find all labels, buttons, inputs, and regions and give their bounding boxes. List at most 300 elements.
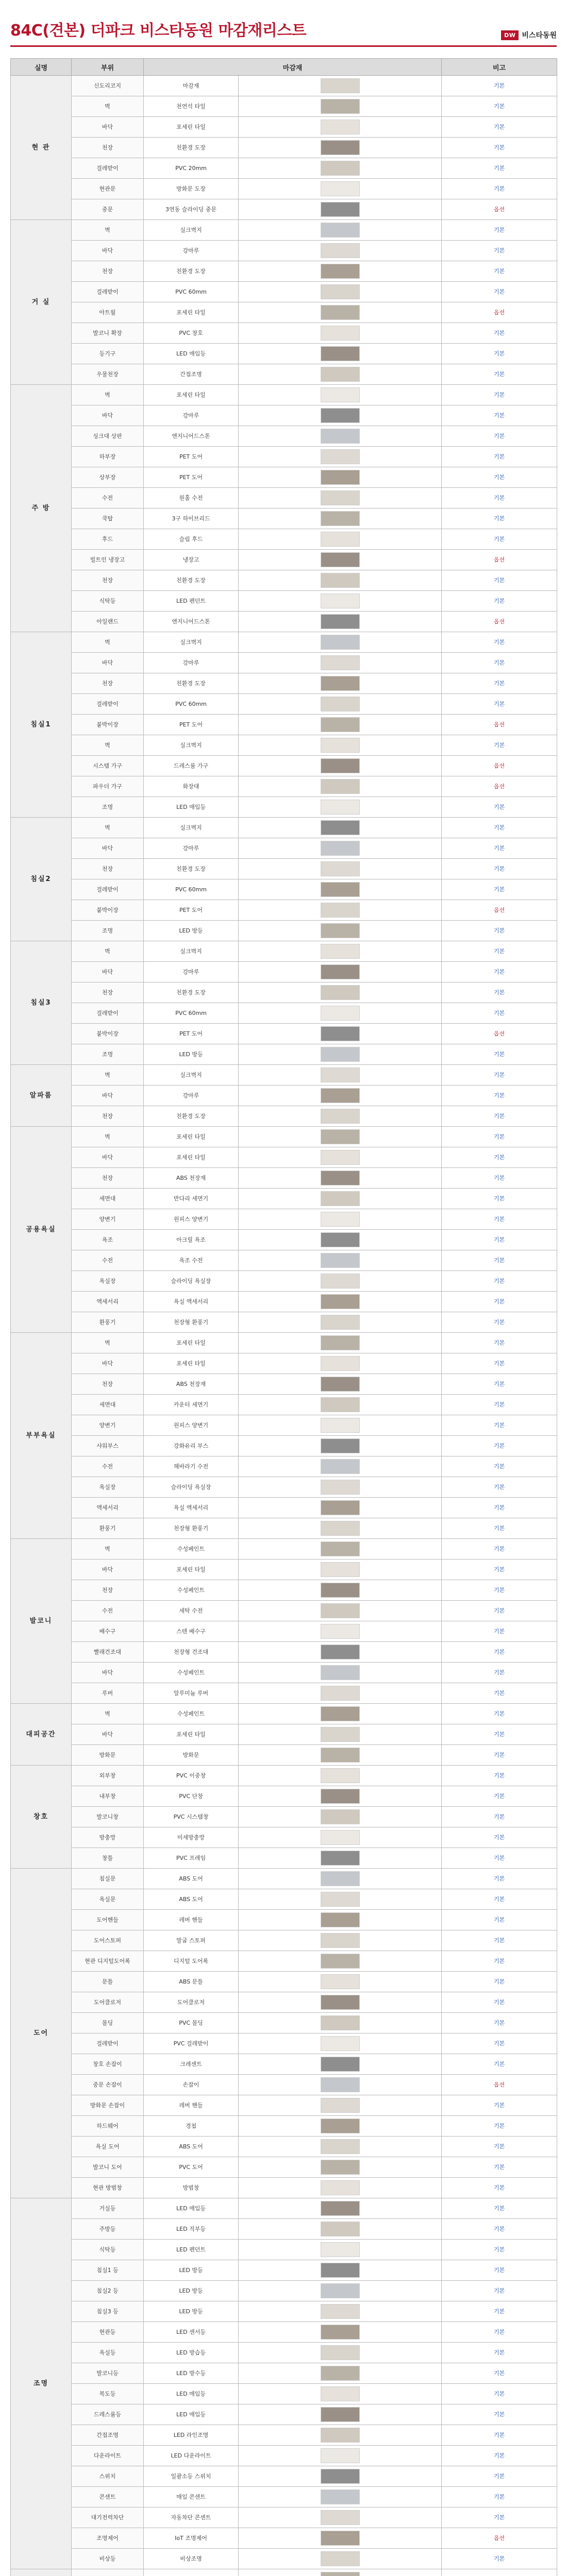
- note-cell: 기본: [442, 76, 557, 96]
- material-image-cell: [239, 1415, 442, 1436]
- material-cell: 욕실 액세서리: [144, 1292, 239, 1312]
- material-sample-image: [321, 1129, 360, 1144]
- note-cell: 기본: [442, 2487, 557, 2507]
- part-cell: 발코니 확장: [72, 323, 144, 344]
- material-image-cell: [239, 344, 442, 364]
- table-row: [11, 859, 557, 879]
- part-cell: 벽: [72, 220, 144, 241]
- note-cell: 기본: [442, 653, 557, 673]
- material-cell: LED 방등: [144, 921, 239, 941]
- material-cell: 방화문: [144, 1745, 239, 1766]
- material-image-cell: [239, 900, 442, 921]
- material-image-cell: [239, 1333, 442, 1353]
- note-cell: 기본: [442, 1271, 557, 1292]
- note-cell: 기본: [442, 2301, 557, 2322]
- table-row: [11, 241, 557, 261]
- material-sample-image: [321, 532, 360, 547]
- material-sample-image: [321, 367, 360, 382]
- part-cell: 바닥: [72, 117, 144, 138]
- table-row: [11, 2157, 557, 2178]
- table-row: [11, 1415, 557, 1436]
- material-sample-image: [321, 758, 360, 773]
- material-cell: 간접조명: [144, 364, 239, 385]
- table-row: [11, 1086, 557, 1106]
- table-row: [11, 2384, 557, 2404]
- note-cell: [442, 2569, 557, 2576]
- material-image-cell: [239, 612, 442, 632]
- note-cell: 기본: [442, 447, 557, 467]
- table-row: [11, 2116, 557, 2137]
- note-cell: 기본: [442, 2507, 557, 2528]
- material-sample-image: [321, 1047, 360, 1062]
- table-row: [11, 1724, 557, 1745]
- part-cell: 바닥: [72, 1147, 144, 1168]
- material-image-cell: [239, 2343, 442, 2363]
- material-image-cell: [239, 2260, 442, 2281]
- material-image-cell: [239, 2528, 442, 2549]
- material-cell: 실크벽지: [144, 632, 239, 653]
- table-row: [11, 199, 557, 220]
- table-row: [11, 1333, 557, 1353]
- table-row: [11, 900, 557, 921]
- section-name: 도어: [11, 1869, 72, 2198]
- note-cell: 옵션: [442, 1024, 557, 1044]
- part-cell: 수전: [72, 1456, 144, 1477]
- material-cell: 실크벽지: [144, 1065, 239, 1086]
- table-row: [11, 1127, 557, 1147]
- part-cell: 바닥: [72, 1086, 144, 1106]
- table-row: [11, 1374, 557, 1395]
- note-cell: 기본: [442, 158, 557, 179]
- table-row: [11, 1292, 557, 1312]
- material-cell: PET 도어: [144, 1024, 239, 1044]
- material-sample-image: [321, 2304, 360, 2319]
- table-row: [11, 982, 557, 1003]
- part-cell: 세면대: [72, 1395, 144, 1415]
- table-row: [11, 2198, 557, 2219]
- part-cell: 조명: [72, 921, 144, 941]
- material-image-cell: [239, 570, 442, 591]
- material-cell: 원홀 수전: [144, 488, 239, 509]
- material-image-cell: [239, 1848, 442, 1869]
- note-cell: 옵션: [442, 756, 557, 776]
- material-sample-image: [321, 2242, 360, 2257]
- note-cell: 기본: [442, 2219, 557, 2240]
- table-row: [11, 1353, 557, 1374]
- part-cell: 세면대: [72, 1189, 144, 1209]
- part-cell: 액세서리: [72, 1292, 144, 1312]
- note-cell: 기본: [442, 2404, 557, 2425]
- material-sample-image: [321, 1748, 360, 1762]
- table-row: [11, 1827, 557, 1848]
- table-row: [11, 1786, 557, 1807]
- part-cell: 벽: [72, 1704, 144, 1724]
- material-image-cell: [239, 1518, 442, 1539]
- part-cell: 욕조: [72, 1230, 144, 1250]
- material-sample-image: [321, 2119, 360, 2133]
- part-cell: 벽: [72, 941, 144, 962]
- material-cell: 슬라이딩 욕실장: [144, 1271, 239, 1292]
- material-sample-image: [321, 2489, 360, 2504]
- material-image-cell: [239, 2446, 442, 2466]
- material-sample-image: [321, 1315, 360, 1330]
- material-image-cell: [239, 859, 442, 879]
- note-cell: 기본: [442, 1003, 557, 1024]
- section-name: 공용욕실: [11, 1127, 72, 1333]
- part-cell: 몰딩: [72, 2013, 144, 2033]
- part-cell: 붙박이장: [72, 715, 144, 735]
- section-name: 침실2: [11, 818, 72, 941]
- material-image-cell: [239, 1869, 442, 1889]
- material-image-cell: [239, 1786, 442, 1807]
- material-cell: LED 방수등: [144, 2363, 239, 2384]
- note-cell: 기본: [442, 509, 557, 529]
- note-cell: 기본: [442, 2116, 557, 2137]
- part-cell: 등기구: [72, 344, 144, 364]
- table-row: [11, 1910, 557, 1930]
- material-sample-image: [321, 2531, 360, 2546]
- part-cell: 도어스토퍼: [72, 1930, 144, 1951]
- material-image-cell: [239, 1230, 442, 1250]
- material-sample-image: [321, 140, 360, 155]
- table-row: [11, 1766, 557, 1786]
- material-sample-image: [321, 964, 360, 979]
- material-image-cell: [239, 1024, 442, 1044]
- material-cell: 3연동 슬라이딩 중문: [144, 199, 239, 220]
- note-cell: 기본: [442, 818, 557, 838]
- table-row: [11, 1663, 557, 1683]
- material-cell: LED 펜던트: [144, 591, 239, 612]
- table-row: [11, 1848, 557, 1869]
- note-cell: 기본: [442, 2260, 557, 2281]
- material-cell: LED 방등: [144, 2281, 239, 2301]
- material-sample-image: [321, 2283, 360, 2298]
- material-sample-image: [321, 1768, 360, 1783]
- material-cell: 세탁 수전: [144, 1601, 239, 1621]
- note-cell: 기본: [442, 1807, 557, 1827]
- part-cell: 붙박이장: [72, 1024, 144, 1044]
- part-cell: 발코니창: [72, 1807, 144, 1827]
- material-image-cell: [239, 1477, 442, 1498]
- material-cell: PVC 60mm: [144, 694, 239, 715]
- note-cell: 기본: [442, 117, 557, 138]
- note-cell: 기본: [442, 1560, 557, 1580]
- material-image-cell: [239, 797, 442, 818]
- section-name: [11, 2569, 72, 2576]
- part-cell: 신도리코지: [72, 76, 144, 96]
- material-cell: 디지털 도어록: [144, 1951, 239, 1972]
- table-row: [11, 1477, 557, 1498]
- part-cell: 아트월: [72, 302, 144, 323]
- material-sample-image: [321, 2057, 360, 2072]
- note-cell: 기본: [442, 1642, 557, 1663]
- material-sample-image: [321, 1377, 360, 1392]
- note-cell: 기본: [442, 179, 557, 199]
- part-cell: 침실문: [72, 1869, 144, 1889]
- material-cell: 경첩: [144, 2116, 239, 2137]
- material-cell: 강마루: [144, 653, 239, 673]
- material-cell: PVC 도어: [144, 2157, 239, 2178]
- table-row: [11, 364, 557, 385]
- material-image-cell: [239, 488, 442, 509]
- material-sample-image: [321, 470, 360, 485]
- material-image-cell: [239, 1601, 442, 1621]
- material-image-cell: [239, 2033, 442, 2054]
- note-cell: 기본: [442, 1683, 557, 1704]
- note-cell: 기본: [442, 2281, 557, 2301]
- material-cell: 비상조명: [144, 2549, 239, 2569]
- material-sample-image: [321, 2263, 360, 2278]
- material-cell: 포세린 타일: [144, 1560, 239, 1580]
- part-cell: 우물천장: [72, 364, 144, 385]
- material-image-cell: [239, 2198, 442, 2219]
- table-row: [11, 2137, 557, 2157]
- part-cell: 벽: [72, 1333, 144, 1353]
- table-row: [11, 2425, 557, 2446]
- part-cell: 콘센트: [72, 2487, 144, 2507]
- part-cell: 현관등: [72, 2322, 144, 2343]
- material-cell: 반다리 세면기: [144, 1189, 239, 1209]
- material-cell: LED 방등: [144, 1044, 239, 1065]
- material-sample-image: [321, 2160, 360, 2175]
- material-cell: 친환경 도장: [144, 261, 239, 282]
- part-cell: 빌트인 냉장고: [72, 550, 144, 570]
- note-cell: 기본: [442, 1601, 557, 1621]
- material-image-cell: [239, 1127, 442, 1147]
- note-cell: 기본: [442, 879, 557, 900]
- material-sample-image: [321, 1603, 360, 1618]
- note-cell: 옵션: [442, 612, 557, 632]
- part-cell: 벽: [72, 1065, 144, 1086]
- material-cell: 슬림 후드: [144, 529, 239, 550]
- part-cell: 도어핸들: [72, 1910, 144, 1930]
- material-image-cell: [239, 2425, 442, 2446]
- material-cell: PVC 단창: [144, 1786, 239, 1807]
- material-image-cell: [239, 1292, 442, 1312]
- table-row: [11, 1189, 557, 1209]
- material-cell: PET 도어: [144, 715, 239, 735]
- note-cell: 기본: [442, 426, 557, 447]
- material-cell: 포세린 타일: [144, 117, 239, 138]
- material-image-cell: [239, 1250, 442, 1271]
- material-cell: 친환경 도장: [144, 982, 239, 1003]
- material-sample-image: [321, 1686, 360, 1701]
- material-sample-image: [321, 1974, 360, 1989]
- material-image-cell: [239, 673, 442, 694]
- table-row: [11, 2569, 557, 2576]
- material-image-cell: [239, 632, 442, 653]
- table-row: [11, 591, 557, 612]
- material-cell: 강마루: [144, 241, 239, 261]
- material-image-cell: [239, 1621, 442, 1642]
- material-image-cell: [239, 2240, 442, 2260]
- material-sample-image: [321, 284, 360, 299]
- note-cell: 기본: [442, 1209, 557, 1230]
- material-sample-image: [321, 78, 360, 93]
- material-sample-image: [321, 511, 360, 526]
- material-cell: 레버 핸들: [144, 2095, 239, 2116]
- note-cell: 옵션: [442, 776, 557, 797]
- part-cell: 벽: [72, 818, 144, 838]
- material-cell: 수성페인트: [144, 1580, 239, 1601]
- table-row: [11, 2528, 557, 2549]
- note-cell: 옵션: [442, 900, 557, 921]
- note-cell: 기본: [442, 1518, 557, 1539]
- table-row: [11, 1930, 557, 1951]
- table-row: [11, 2178, 557, 2198]
- note-cell: 기본: [442, 2054, 557, 2075]
- material-sample-image: [321, 2098, 360, 2113]
- material-cell: PVC 프레임: [144, 1848, 239, 1869]
- note-cell: 기본: [442, 591, 557, 612]
- material-sample-image: [321, 1541, 360, 1556]
- table-row: [11, 1539, 557, 1560]
- material-sample-image: [321, 1438, 360, 1453]
- note-cell: 기본: [442, 1930, 557, 1951]
- table-row: [11, 1003, 557, 1024]
- material-cell: 실크벽지: [144, 941, 239, 962]
- table-row: [11, 735, 557, 756]
- part-cell: 수전: [72, 1601, 144, 1621]
- material-sample-image: [321, 1418, 360, 1433]
- note-cell: 기본: [442, 385, 557, 405]
- part-cell: 간접조명: [72, 2425, 144, 2446]
- part-cell: 외부창: [72, 1766, 144, 1786]
- part-cell: 천장: [72, 138, 144, 158]
- material-cell: 강마루: [144, 962, 239, 982]
- section-name: 현 관: [11, 76, 72, 220]
- material-cell: 엔지니어드스톤: [144, 426, 239, 447]
- table-row: [11, 1209, 557, 1230]
- part-cell: 도어클로저: [72, 1992, 144, 2013]
- material-image-cell: [239, 241, 442, 261]
- note-cell: 기본: [442, 1869, 557, 1889]
- material-image-cell: [239, 1168, 442, 1189]
- part-cell: 문틀: [72, 1972, 144, 1992]
- material-image-cell: [239, 653, 442, 673]
- material-image-cell: [239, 1498, 442, 1518]
- part-cell: 하드웨어: [72, 2116, 144, 2137]
- table-row: [11, 1230, 557, 1250]
- material-sample-image: [321, 923, 360, 938]
- material-sample-image: [321, 2366, 360, 2381]
- part-cell: 액세서리: [72, 1498, 144, 1518]
- part-cell: 내부창: [72, 1786, 144, 1807]
- material-image-cell: [239, 2013, 442, 2033]
- material-cell: 일괄소등 스위치: [144, 2466, 239, 2487]
- note-cell: 기본: [442, 1189, 557, 1209]
- material-sample-image: [321, 2180, 360, 2195]
- material-cell: 원피스 양변기: [144, 1209, 239, 1230]
- material-image-cell: [239, 1374, 442, 1395]
- material-image-cell: [239, 1992, 442, 2013]
- note-cell: 기본: [442, 2549, 557, 2569]
- table-row: [11, 673, 557, 694]
- material-cell: 스텐 배수구: [144, 1621, 239, 1642]
- material-cell: 슬라이딩 욕실장: [144, 1477, 239, 1498]
- table-row: [11, 941, 557, 962]
- part-cell: 붙박이장: [72, 900, 144, 921]
- part-cell: 천장: [72, 1374, 144, 1395]
- material-image-cell: [239, 364, 442, 385]
- material-image-cell: [239, 1539, 442, 1560]
- material-image-cell: [239, 879, 442, 900]
- table-row: [11, 2219, 557, 2240]
- note-cell: 기본: [442, 96, 557, 117]
- note-cell: 기본: [442, 467, 557, 488]
- material-image-cell: [239, 2054, 442, 2075]
- material-image-cell: [239, 1209, 442, 1230]
- table-row: [11, 2343, 557, 2363]
- section-name: 창호: [11, 1766, 72, 1869]
- material-sample-image: [321, 738, 360, 753]
- part-cell: 바닥: [72, 1560, 144, 1580]
- table-row: [11, 1312, 557, 1333]
- brand-mark: DW: [501, 30, 519, 40]
- table-row: [11, 1518, 557, 1539]
- material-sample-image: [321, 2036, 360, 2051]
- material-image-cell: [239, 385, 442, 405]
- table-row: [11, 405, 557, 426]
- material-image-cell: [239, 426, 442, 447]
- material-sample-image: [321, 697, 360, 711]
- table-row: [11, 1951, 557, 1972]
- part-cell: 천장: [72, 570, 144, 591]
- table-row: [11, 879, 557, 900]
- table-row: [11, 1683, 557, 1704]
- material-image-cell: [239, 158, 442, 179]
- material-cell: ABS 천장재: [144, 1168, 239, 1189]
- table-row: [11, 921, 557, 941]
- material-image-cell: [239, 1147, 442, 1168]
- part-cell: 창호 손잡이: [72, 2054, 144, 2075]
- material-image-cell: [239, 1044, 442, 1065]
- material-sample-image: [321, 202, 360, 217]
- table-row: [11, 1992, 557, 2013]
- note-cell: 기본: [442, 2013, 557, 2033]
- material-sample-image: [321, 1851, 360, 1866]
- note-cell: 기본: [442, 1436, 557, 1456]
- material-sample-image: [321, 1809, 360, 1824]
- material-sample-image: [321, 1912, 360, 1927]
- section-name: 대피공간: [11, 1704, 72, 1766]
- table-row: [11, 776, 557, 797]
- header-part: 부위: [72, 59, 144, 76]
- part-cell: 바닥: [72, 405, 144, 426]
- part-cell: 조명: [72, 797, 144, 818]
- part-cell: 벽: [72, 632, 144, 653]
- material-sample-image: [321, 1109, 360, 1124]
- table-row: [11, 302, 557, 323]
- material-cell: PVC 60mm: [144, 1003, 239, 1024]
- material-image-cell: [239, 199, 442, 220]
- material-image-cell: [239, 179, 442, 199]
- note-cell: 기본: [442, 261, 557, 282]
- material-cell: ABS 도어: [144, 2137, 239, 2157]
- table-row: [11, 1250, 557, 1271]
- part-cell: 바닥: [72, 962, 144, 982]
- table-row: [11, 1889, 557, 1910]
- table-row: [11, 632, 557, 653]
- material-image-cell: [239, 467, 442, 488]
- part-cell: 싱크대 상판: [72, 426, 144, 447]
- table-row: [11, 550, 557, 570]
- material-cell: 냉장고: [144, 550, 239, 570]
- note-cell: 기본: [442, 1147, 557, 1168]
- table-row: [11, 2013, 557, 2033]
- table-row: [11, 1395, 557, 1415]
- part-cell: 드레스룸등: [72, 2404, 144, 2425]
